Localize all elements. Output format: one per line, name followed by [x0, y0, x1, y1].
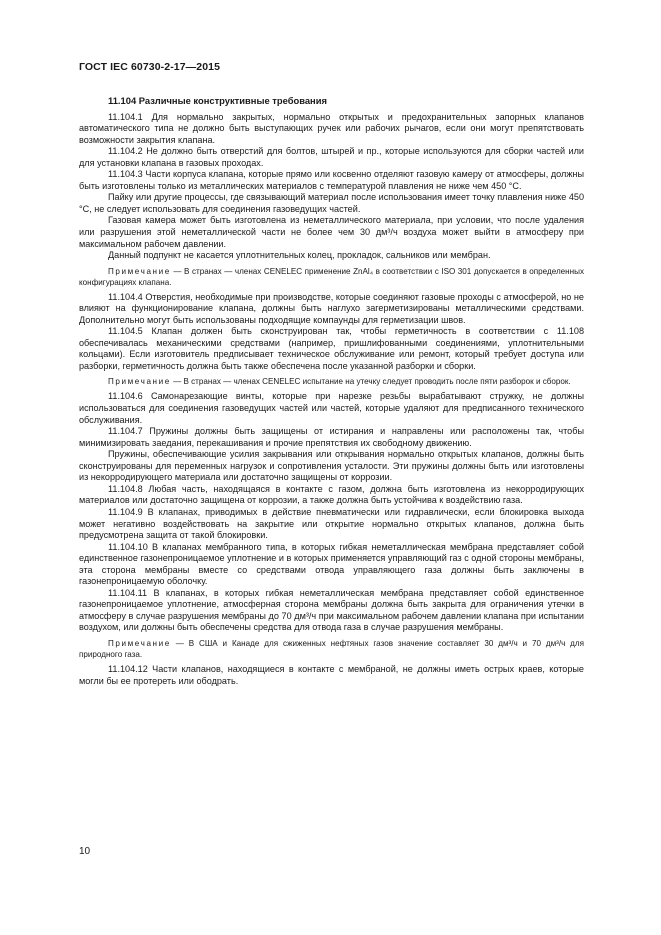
paragraph: Пружины, обеспечивающие усилия закрывания или открывания нормально открытых клапанов, должны быть сконструированы для переменных нагрузок и сопротивления усталости. Эти пружины должны быть или изготовлены из некорродирующего материала или достаточно защищены от коррозии.: [79, 449, 584, 483]
note-dash: —: [170, 377, 184, 387]
document-header: ГОСТ IEC 60730-2-17—2015: [79, 61, 221, 73]
paragraph: 11.104.3 Части корпуса клапана, которые прямо или косвенно отделяют газовую камеру от атмосферы, должны быть изготовлены только из металлических материалов с температурой плавления не ниже чем 450 °С.: [79, 169, 584, 191]
note: [79, 638, 584, 660]
paragraph: 11.104.6 Самонарезающие винты, которые при нарезке резьбы вырабатывают стружку, не должны использоваться для соединения газоведущих частей или частей, которые удаляют для предписанного технического обслуживания.: [79, 391, 584, 425]
note-text: В странах — членах CENELEC применение ZnAl₄ в соответствии с ISO 301 допускается в определенных конфигурациях клапана.: [79, 266, 584, 287]
note-label: Примечание: [108, 377, 171, 387]
note-label: Примечание: [108, 266, 171, 276]
paragraph: 11.104.7 Пружины должны быть защищены от истирания и направлены или расположены так, чтобы минимизировать заедания, перекашивания и прочие препятствия их свободному движению.: [79, 426, 584, 448]
paragraph: Пайку или другие процессы, где связывающий материал после использования имеет точку плавления ниже 450 °С, не следует использовать для соединения газоведущих частей.: [79, 192, 584, 214]
paragraph: 11.104.12 Части клапанов, находящиеся в контакте с мембраной, не должны иметь острых краев, которые могли бы ее протереть или ободрать.: [79, 663, 584, 686]
note-dash: —: [170, 638, 189, 648]
paragraph: 11.104.8 Любая часть, находящаяся в контакте с газом, должна быть изготовлена из некорродирующих материалов или достаточно защищена от коррозии, а также должна быть устойчива к воздействию газа.: [79, 483, 584, 506]
paragraph: 11.104.5 Клапан должен быть сконструирован так, чтобы герметичность в соответствии с 11.108 обеспечивалась механическими средствами (например, пришлифованными соединениями, уплотнительными кольцами). Если изготовитель предписывает техническое обслуживание или ремонт, который требует доступа или разборки, герметичность должна быть также обеспечена после указанной разборки и сборки.: [79, 326, 584, 371]
note-text: В странах — членах CENELEC испытание на утечку следует проводить после пяти разборок и сборок.: [183, 377, 571, 387]
note: [79, 266, 584, 288]
paragraph: 11.104.1 Для нормально закрытых, нормально открытых и предохранительных запорных клапанов автоматического типа не должно быть выступающих ручек или рабочих рычагов, если они могут препятствовать возможности закрытия клапана.: [79, 111, 584, 145]
note-label: Примечание: [108, 638, 171, 648]
paragraph: 11.104.2 Не должно быть отверстий для болтов, штырей и пр., которые используются для сборки частей или для установки клапана в газовых проходах.: [79, 146, 584, 168]
note: [79, 376, 584, 387]
paragraph: Газовая камера может быть изготовлена из неметаллического материала, при условии, что после удаления или разрушения этой неметаллической части не более чем 30 дм³/ч воздуха может выйти в атмосферу при максимальном рабочем давлении.: [79, 215, 584, 249]
paragraph: 11.104.9 В клапанах, приводимых в действие пневматически или гидравлически, если блокировка выхода может негативно воздействовать на закрытие или открытие нормально открытых клапанов, должна быть предусмотрена защита от такой блокировки.: [79, 506, 584, 541]
paragraph: 11.104.11 В клапанах, в которых гибкая неметаллическая мембрана представляет собой единственное газонепроницаемое уплотнение, атмосферная сторона мембраны должна быть закрыта для ограничения утечки в атмосферу в случае разрушения мембраны до 70 дм³/ч при максимальном рабочем давлении клапана при испытании воздухом, или должны быть обеспечены средства для отвода газа в случае разрушения мембраны.: [79, 587, 584, 633]
page-number: 10: [79, 846, 91, 857]
document-body: [79, 95, 584, 687]
note-text: В США и Канаде для сжиженных нефтяных газов значение составляет 30 дм³/ч и 70 дм³/ч для природного газа.: [79, 638, 584, 659]
note-dash: —: [170, 266, 185, 276]
section-title: 11.104 Различные конструктивные требования: [108, 95, 327, 106]
paragraph: 11.104.4 Отверстия, необходимые при производстве, которые соединяют газовые проходы с атмосферой, но не влияют на функционирование клапана, должны быть наглухо загерметизированы металлическими средствами. Дополнительно могут быть использованы подходящие компаунды для герметизации швов.: [79, 291, 584, 325]
paragraph: 11.104.10 В клапанах мембранного типа, в которых гибкая неметаллическая мембрана представляет собой единственное газонепроницаемое уплотнение и в которых применяется управляющий газ с одной стороны мембраны, эта сторона мембраны вместе со средствами отвода управляющего газа должны быть заключены в газонепроницаемую оболочку.: [79, 541, 584, 587]
paragraph: Данный подпункт не касается уплотнительных колец, прокладок, сальников или мембран.: [108, 250, 491, 261]
